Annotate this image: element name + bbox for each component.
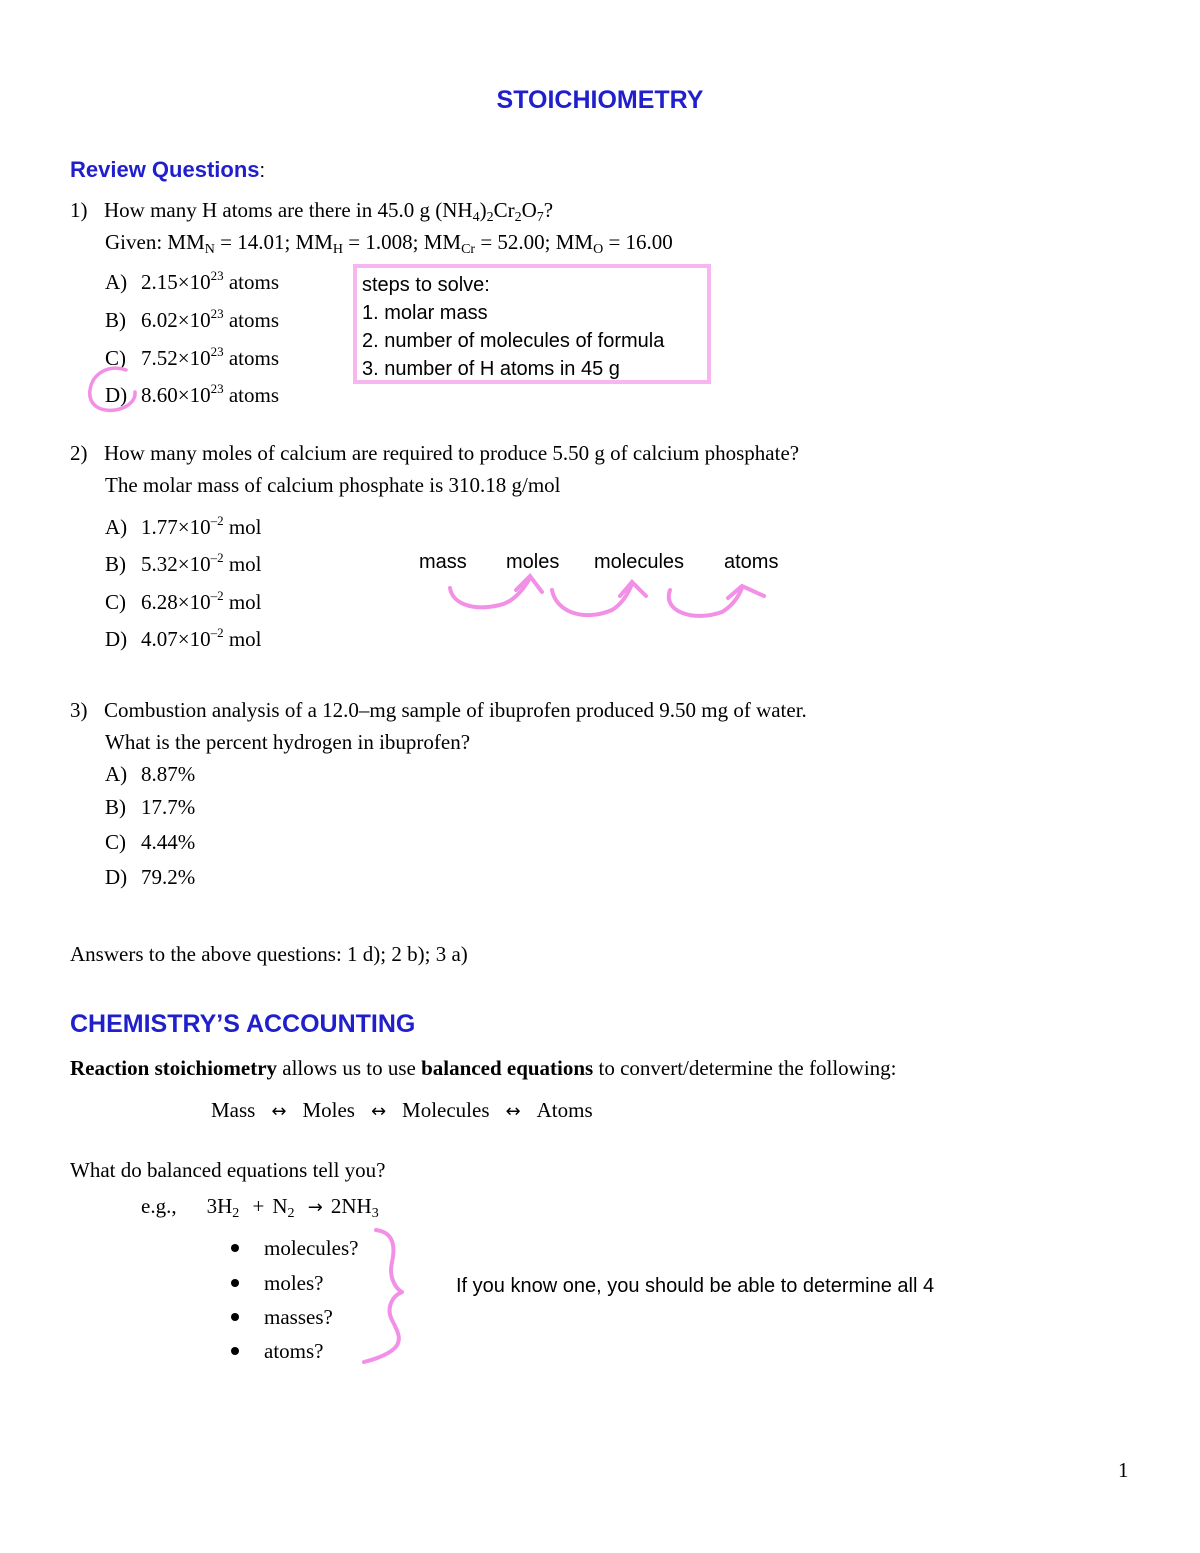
answers-line: Answers to the above questions: 1 d); 2 b); 3 a) xyxy=(70,942,468,966)
question-1-given: Given: $MM_N = 14.01$; $MM_H = 1.008$; $MM_{Cr} = 52.00$; $MM_O = 16.00$ xyxy=(105,230,673,257)
q1-option-d: D) $8.60\times 10^{23}$ atoms xyxy=(105,381,280,407)
double-arrow-icon: ↔ xyxy=(370,1101,387,1122)
bullet-item: molecules? xyxy=(231,1235,358,1261)
question-2: 2) How many moles of calcium are required to produce 5.50 g of calcium phosphate? xyxy=(70,441,800,465)
q1-option-b: B) $6.02\times 10^{23}$ atoms xyxy=(105,306,280,332)
question-2-molar-mass: The molar mass of calcium phosphate is 310.18 g/mol xyxy=(105,473,561,497)
bullet-item: moles? xyxy=(231,1270,323,1296)
q2-option-c: C) $6.28\times 10^{-2}$ mol xyxy=(105,588,262,614)
question-1: 1) How many H atoms are there in 45.0 g $(NH_4)_2Cr_2O_7$? xyxy=(70,198,554,225)
curved-arrow-icon xyxy=(669,588,742,616)
side-note: If you know one, you should be able to determine all 4 xyxy=(456,1275,935,1297)
page-number: 1 xyxy=(1118,1458,1129,1482)
arrowhead-icon xyxy=(620,582,646,596)
q3-option-b: B) 17.7% xyxy=(105,795,196,819)
q3-option-d: D) 79.2% xyxy=(105,865,196,889)
curly-brace-icon xyxy=(364,1230,402,1362)
balanced-equations-question: What do balanced equations tell you? xyxy=(70,1158,386,1182)
q1-option-a: A) $2.15\times 10^{23}$ atoms xyxy=(105,268,280,294)
q3-option-c: C) 4.44% xyxy=(105,830,196,854)
q2-option-d: D) $4.07\times 10^{-2}$ mol xyxy=(105,625,262,651)
flow-molecules: molecules xyxy=(594,551,685,573)
curved-arrow-icon xyxy=(552,584,632,615)
review-questions-heading: Review Questions: xyxy=(70,157,266,182)
right-arrow-icon: → xyxy=(307,1197,323,1218)
section-title-chemistrys-accounting: CHEMISTRY’S ACCOUNTING xyxy=(70,1010,416,1038)
q1-option-c: C) $7.52\times 10^{23}$ atoms xyxy=(105,344,280,370)
example-equation: e.g., $3H_2 + N_2 \to 2NH_3$ xyxy=(141,1194,379,1221)
arrowhead-icon xyxy=(728,586,764,598)
bullet-item: masses? xyxy=(231,1304,333,1330)
double-arrow-icon: ↔ xyxy=(505,1101,521,1122)
page-title: STOICHIOMETRY xyxy=(496,86,704,114)
curved-arrow-icon xyxy=(450,578,530,607)
reaction-stoichiometry-sentence: Reaction stoichiometry allows us to use balanced equations to convert/determine the following: xyxy=(70,1056,897,1080)
flow-atoms: atoms xyxy=(724,551,779,573)
steps-to-solve-box: steps to solve: 1. molar mass 2. number of molecules of formula 3. number of H atoms in 45 g xyxy=(353,264,711,384)
flow-mass: mass xyxy=(419,551,467,573)
q3-option-a: A) 8.87% xyxy=(105,762,196,786)
flow-moles: moles xyxy=(506,551,560,573)
double-arrow-icon: ↔ xyxy=(271,1101,287,1122)
question-3: 3) Combustion analysis of a 12.0–mg sample of ibuprofen produced 9.50 mg of water. xyxy=(70,698,807,722)
q2-option-b: B) $5.32\times 10^{-2}$ mol xyxy=(105,550,262,576)
q2-option-a: A) $1.77\times 10^{-2}$ mol xyxy=(105,513,262,539)
answer-circle-icon xyxy=(90,368,135,410)
question-3-prompt: What is the percent hydrogen in ibuprofen? xyxy=(105,730,471,754)
bullet-item: atoms? xyxy=(231,1338,323,1364)
conversion-chain: Mass ↔ Moles ↔ Molecules ↔ Atoms xyxy=(211,1098,593,1122)
